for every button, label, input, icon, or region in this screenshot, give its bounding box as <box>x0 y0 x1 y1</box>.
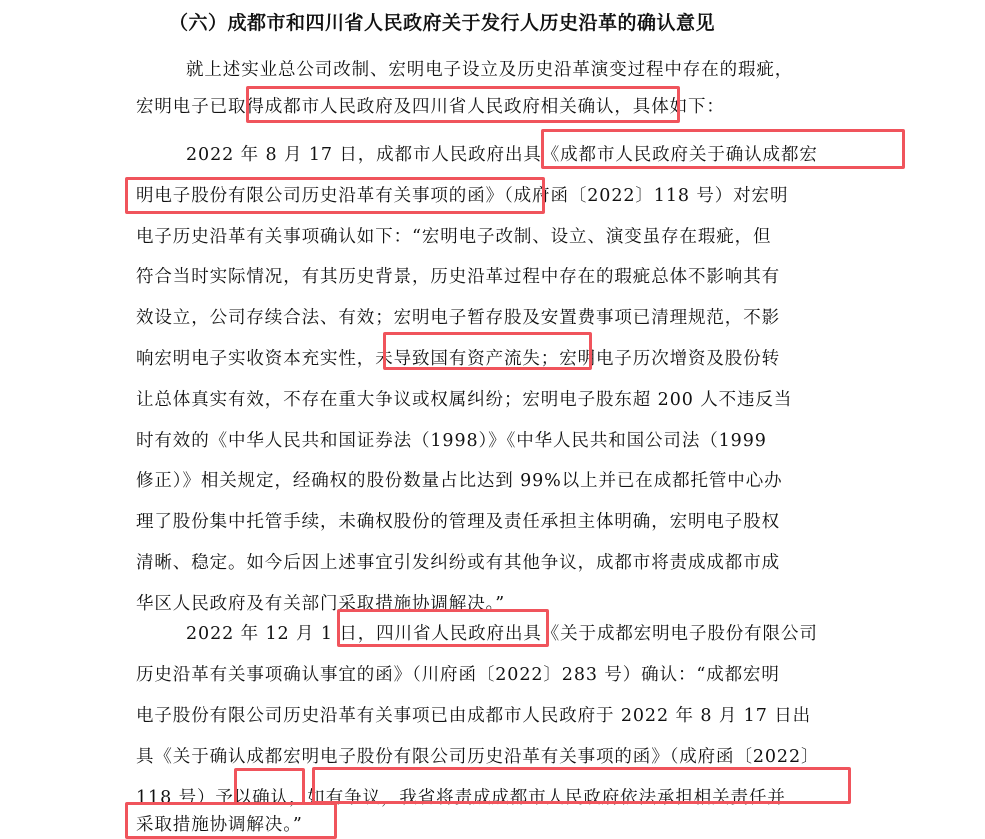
paragraph-line: 电子股份有限公司历史沿革有关事项已由成都市人民政府于 2022 年 8 月 17 日出 <box>136 706 812 726</box>
paragraph-line: 时有效的《中华人民共和国证券法（1998）》《中华人民共和国公司法（1999 <box>136 431 767 451</box>
paragraph-line: 华区人民政府及有关部门采取措施协调解决。” <box>136 594 506 614</box>
paragraph-line: 响宏明电子实收资本充实性，未导致国有资产流失；宏明电子历次增资及股份转 <box>136 349 780 369</box>
paragraph-line: 2022 年 12 月 1 日，四川省人民政府出具《关于成都宏明电子股份有限公司 <box>186 624 818 644</box>
paragraph-line: 就上述实业总公司改制、宏明电子设立及历史沿革演变过程中存在的瑕疵， <box>186 60 794 80</box>
paragraph-line: 2022 年 8 月 17 日，成都市人民政府出具《成都市人民政府关于确认成都宏 <box>186 145 818 165</box>
highlight-box <box>312 767 851 804</box>
paragraph-line: 符合当时实际情况，有其历史背景，历史沿革过程中存在的瑕疵总体不影响其有 <box>136 267 780 287</box>
highlight-box <box>541 129 905 169</box>
highlight-box <box>337 609 549 647</box>
highlight-box <box>383 332 592 370</box>
paragraph-line: 明电子股份有限公司历史沿革有关事项的函》（成府函〔2022〕118 号）对宏明 <box>136 186 789 206</box>
paragraph-line: 清晰、稳定。如今后因上述事宜引发纠纷或有其他争议，成都市将责成成都市成 <box>136 553 780 573</box>
paragraph-line: 修正）》相关规定，经确权的股份数量占比达到 99%以上并已在成都托管中心办 <box>136 471 783 491</box>
paragraph-line: 118 号）予以确认，如有争议，我省将责成成都市人民政府依法承担相关责任并 <box>136 788 786 808</box>
highlight-box <box>125 802 337 839</box>
section-heading: （六）成都市和四川省人民政府关于发行人历史沿革的确认意见 <box>169 12 716 34</box>
highlight-box <box>125 177 545 214</box>
paragraph-line: 具《关于确认成都宏明电子股份有限公司历史沿革有关事项的函》（成府函〔2022〕 <box>136 747 820 767</box>
highlight-box <box>246 86 680 123</box>
paragraph-line: 让总体真实有效，不存在重大争议或权属纠纷；宏明电子股东超 200 人不违反当 <box>136 390 793 410</box>
paragraph-line: 采取措施协调解决。” <box>136 815 303 835</box>
paragraph-line: 效设立，公司存续合法、有效；宏明电子暂存股及安置费事项已清理规范，不影 <box>136 308 780 328</box>
paragraph-line: 电子历史沿革有关事项确认如下：“宏明电子改制、设立、演变虽存在瑕疵，但 <box>136 227 772 247</box>
paragraph-line: 宏明电子已取得成都市人民政府及四川省人民政府相关确认，具体如下： <box>136 97 725 117</box>
paragraph-line: 历史沿革有关事项确认事宜的函》（川府函〔2022〕283 号）确认：“成都宏明 <box>136 665 780 685</box>
highlight-box <box>234 768 305 805</box>
paragraph-line: 理了股份集中托管手续，未确权股份的管理及责任承担主体明确，宏明电子股权 <box>136 512 780 532</box>
